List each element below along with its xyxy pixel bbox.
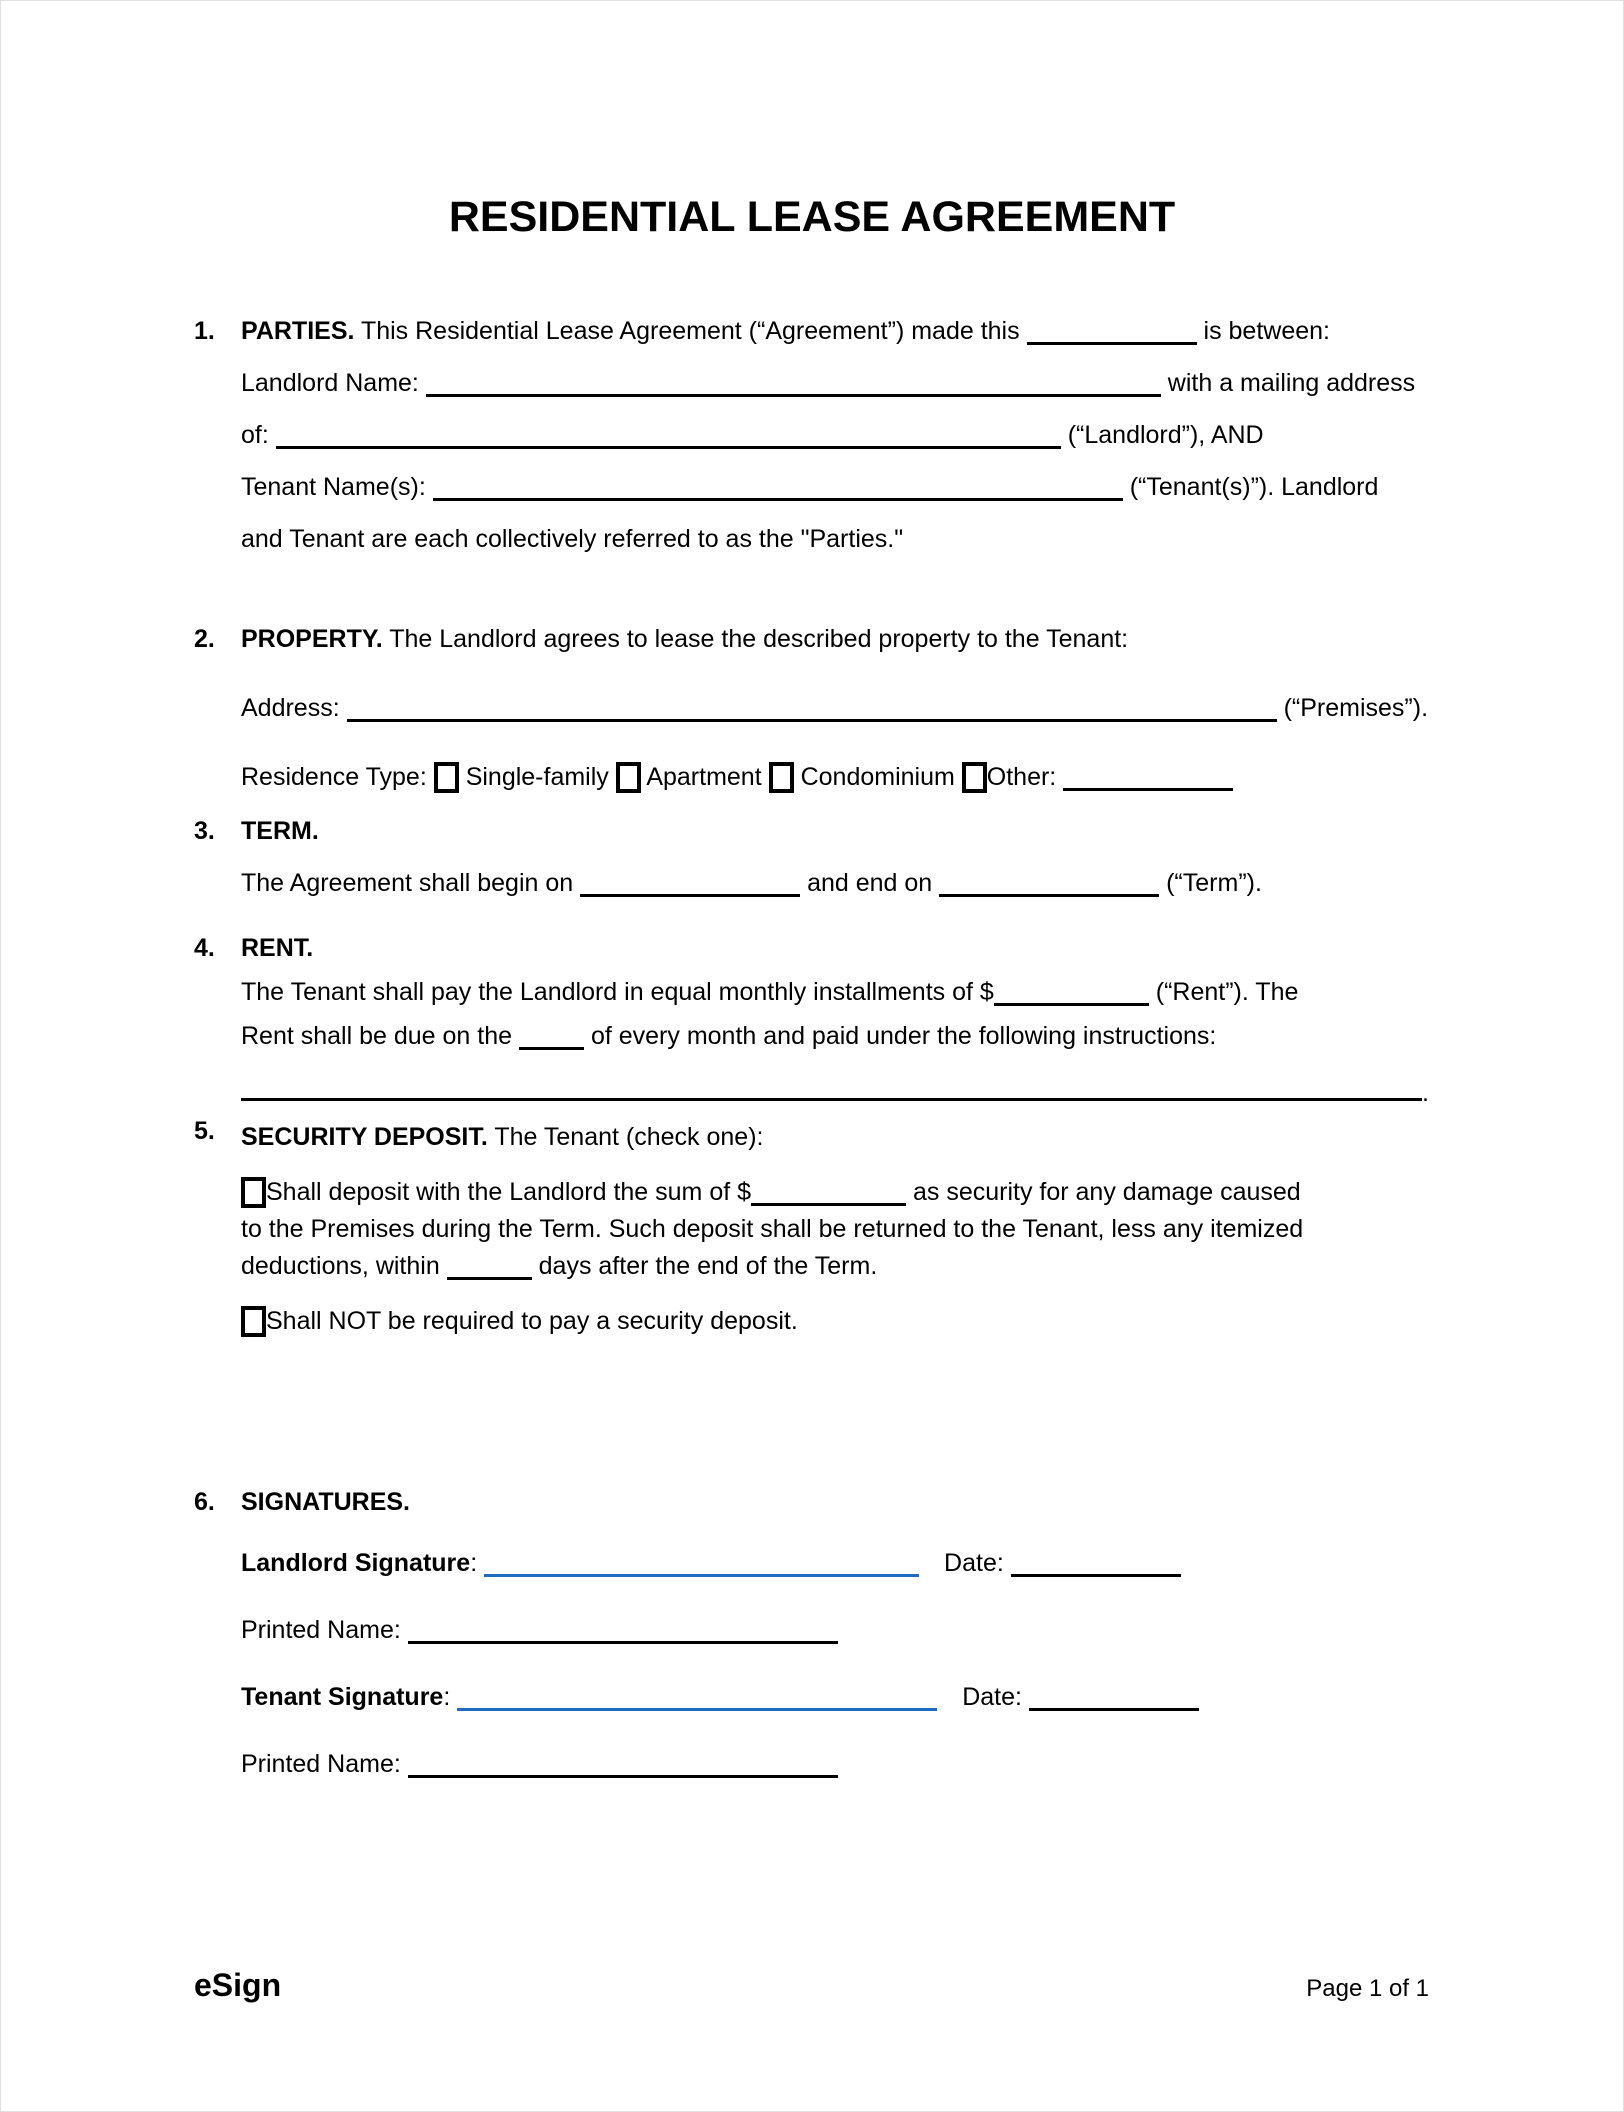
of-label: of:: [241, 421, 269, 449]
landlord-printed-name-blank[interactable]: [408, 1621, 838, 1644]
tenant-signature-line[interactable]: [457, 1688, 937, 1711]
parties-intro-text: This Residential Lease Agreement (“Agreement”) made this: [360, 317, 1020, 345]
property-address-blank[interactable]: [347, 699, 1277, 722]
term-end-blank[interactable]: [939, 874, 1159, 897]
deposit-opt1-line2: to the Premises during the Term. Such deposit shall be returned to the Tenant, less any itemized: [241, 1215, 1304, 1243]
payment-instructions-blank[interactable]: [241, 1078, 1422, 1101]
of-post: (“Landlord”), AND: [1067, 421, 1264, 449]
tenant-name-label: Tenant Name(s):: [241, 473, 426, 501]
section-number: 5.: [194, 1117, 215, 1145]
section-number: 6.: [194, 1488, 215, 1516]
property-intro-text: The Landlord agrees to lease the described property to the Tenant:: [389, 625, 1129, 653]
tenant-printed-name-blank[interactable]: [408, 1755, 838, 1778]
section-heading: RENT.: [241, 934, 314, 962]
rent-amount-blank[interactable]: [994, 983, 1149, 1006]
page-footer: [194, 1967, 1429, 2004]
deposit-option-none: [241, 1303, 1429, 1340]
option-other-label: Other:: [986, 763, 1057, 791]
section-heading: SECURITY DEPOSIT.: [241, 1123, 488, 1151]
rent-due-post: of every month and paid under the following instructions:: [590, 1022, 1217, 1050]
landlord-date-blank[interactable]: [1011, 1554, 1181, 1577]
date-label: Date:: [962, 1683, 1022, 1711]
landlord-signature-label: Landlord Signature: [241, 1549, 471, 1577]
option-single-family-label: Single-family: [465, 763, 609, 791]
esign-logo: eSign: [194, 1967, 282, 2003]
printed-name-label: Printed Name:: [241, 1616, 401, 1644]
section-rent: [194, 926, 1429, 1115]
section-heading: TERM.: [241, 817, 319, 845]
agreement-date-blank[interactable]: [1027, 322, 1197, 345]
section-heading: PROPERTY.: [241, 625, 383, 653]
deposit-option-required: [241, 1174, 1429, 1285]
section-security-deposit: [194, 1117, 1429, 1340]
section-heading: SIGNATURES.: [241, 1488, 410, 1516]
checkbox-no-deposit[interactable]: [241, 1306, 266, 1337]
checkbox-other[interactable]: [962, 762, 987, 793]
address-post: (“Premises”).: [1283, 694, 1429, 722]
address-label: Address:: [241, 694, 340, 722]
option-condominium-label: Condominium: [800, 763, 955, 791]
section-term: [194, 805, 1429, 909]
page-title: RESIDENTIAL LEASE AGREEMENT: [448, 193, 1176, 241]
tenant-date-blank[interactable]: [1029, 1688, 1199, 1711]
checkbox-condominium[interactable]: [769, 762, 794, 793]
section-property: [194, 613, 1429, 803]
residence-type-label: Residence Type:: [241, 763, 427, 791]
checkbox-deposit-required[interactable]: [241, 1177, 266, 1208]
section-heading: PARTIES.: [241, 317, 355, 345]
colon: :: [470, 1549, 478, 1577]
date-label: Date:: [944, 1549, 1004, 1577]
tenant-name-post: (“Tenant(s)”). Landlord: [1129, 473, 1379, 501]
landlord-name-post: with a mailing address: [1167, 369, 1416, 397]
checkbox-single-family[interactable]: [434, 762, 459, 793]
page-indicator: Page 1 of 1: [1306, 1975, 1429, 2002]
section-number: 1.: [194, 317, 215, 345]
deposit-opt2-text: Shall NOT be required to pay a security deposit.: [266, 1307, 798, 1335]
colon: :: [443, 1683, 451, 1711]
printed-name-label: Printed Name:: [241, 1750, 401, 1778]
rent-due-day-blank[interactable]: [519, 1027, 584, 1050]
deposit-days-blank[interactable]: [447, 1257, 532, 1280]
other-residence-blank[interactable]: [1063, 768, 1233, 791]
tenant-signature-label: Tenant Signature: [241, 1683, 444, 1711]
term-begin-text: The Agreement shall begin on: [241, 869, 574, 897]
section-number: 4.: [194, 934, 215, 962]
instructions-period: .: [1422, 1079, 1429, 1107]
deposit-intro-text: The Tenant (check one):: [494, 1123, 764, 1151]
deposit-opt1-line3-post: days after the end of the Term.: [538, 1252, 878, 1280]
deposit-opt1-line3: deductions, within: [241, 1252, 440, 1280]
deposit-amount-blank[interactable]: [751, 1183, 906, 1206]
deposit-opt1-post: as security for any damage caused: [912, 1178, 1301, 1206]
tenant-name-blank[interactable]: [433, 478, 1123, 501]
section-parties: [194, 305, 1429, 565]
parties-closing-text: and Tenant are each collectively referred to as the "Parties.": [241, 525, 904, 553]
landlord-name-label: Landlord Name:: [241, 369, 419, 397]
term-post-text: (“Term”).: [1166, 869, 1262, 897]
landlord-signature-line[interactable]: [484, 1554, 919, 1577]
term-start-blank[interactable]: [580, 874, 800, 897]
rent-due-text: Rent shall be due on the: [241, 1022, 513, 1050]
rent-amount-text: The Tenant shall pay the Landlord in equal monthly installments of $: [241, 978, 994, 1006]
landlord-name-blank[interactable]: [426, 374, 1161, 397]
section-signatures: [194, 1476, 1429, 1789]
term-mid-text: and end on: [807, 869, 933, 897]
checkbox-apartment[interactable]: [616, 762, 641, 793]
rent-amount-post: (“Rent”). The: [1155, 978, 1299, 1006]
deposit-opt1-text: Shall deposit with the Landlord the sum of $: [266, 1178, 752, 1206]
section-number: 3.: [194, 817, 215, 845]
option-apartment-label: Apartment: [646, 763, 762, 791]
section-number: 2.: [194, 625, 215, 653]
parties-intro-end: is between:: [1203, 317, 1330, 345]
landlord-address-blank[interactable]: [276, 426, 1061, 449]
